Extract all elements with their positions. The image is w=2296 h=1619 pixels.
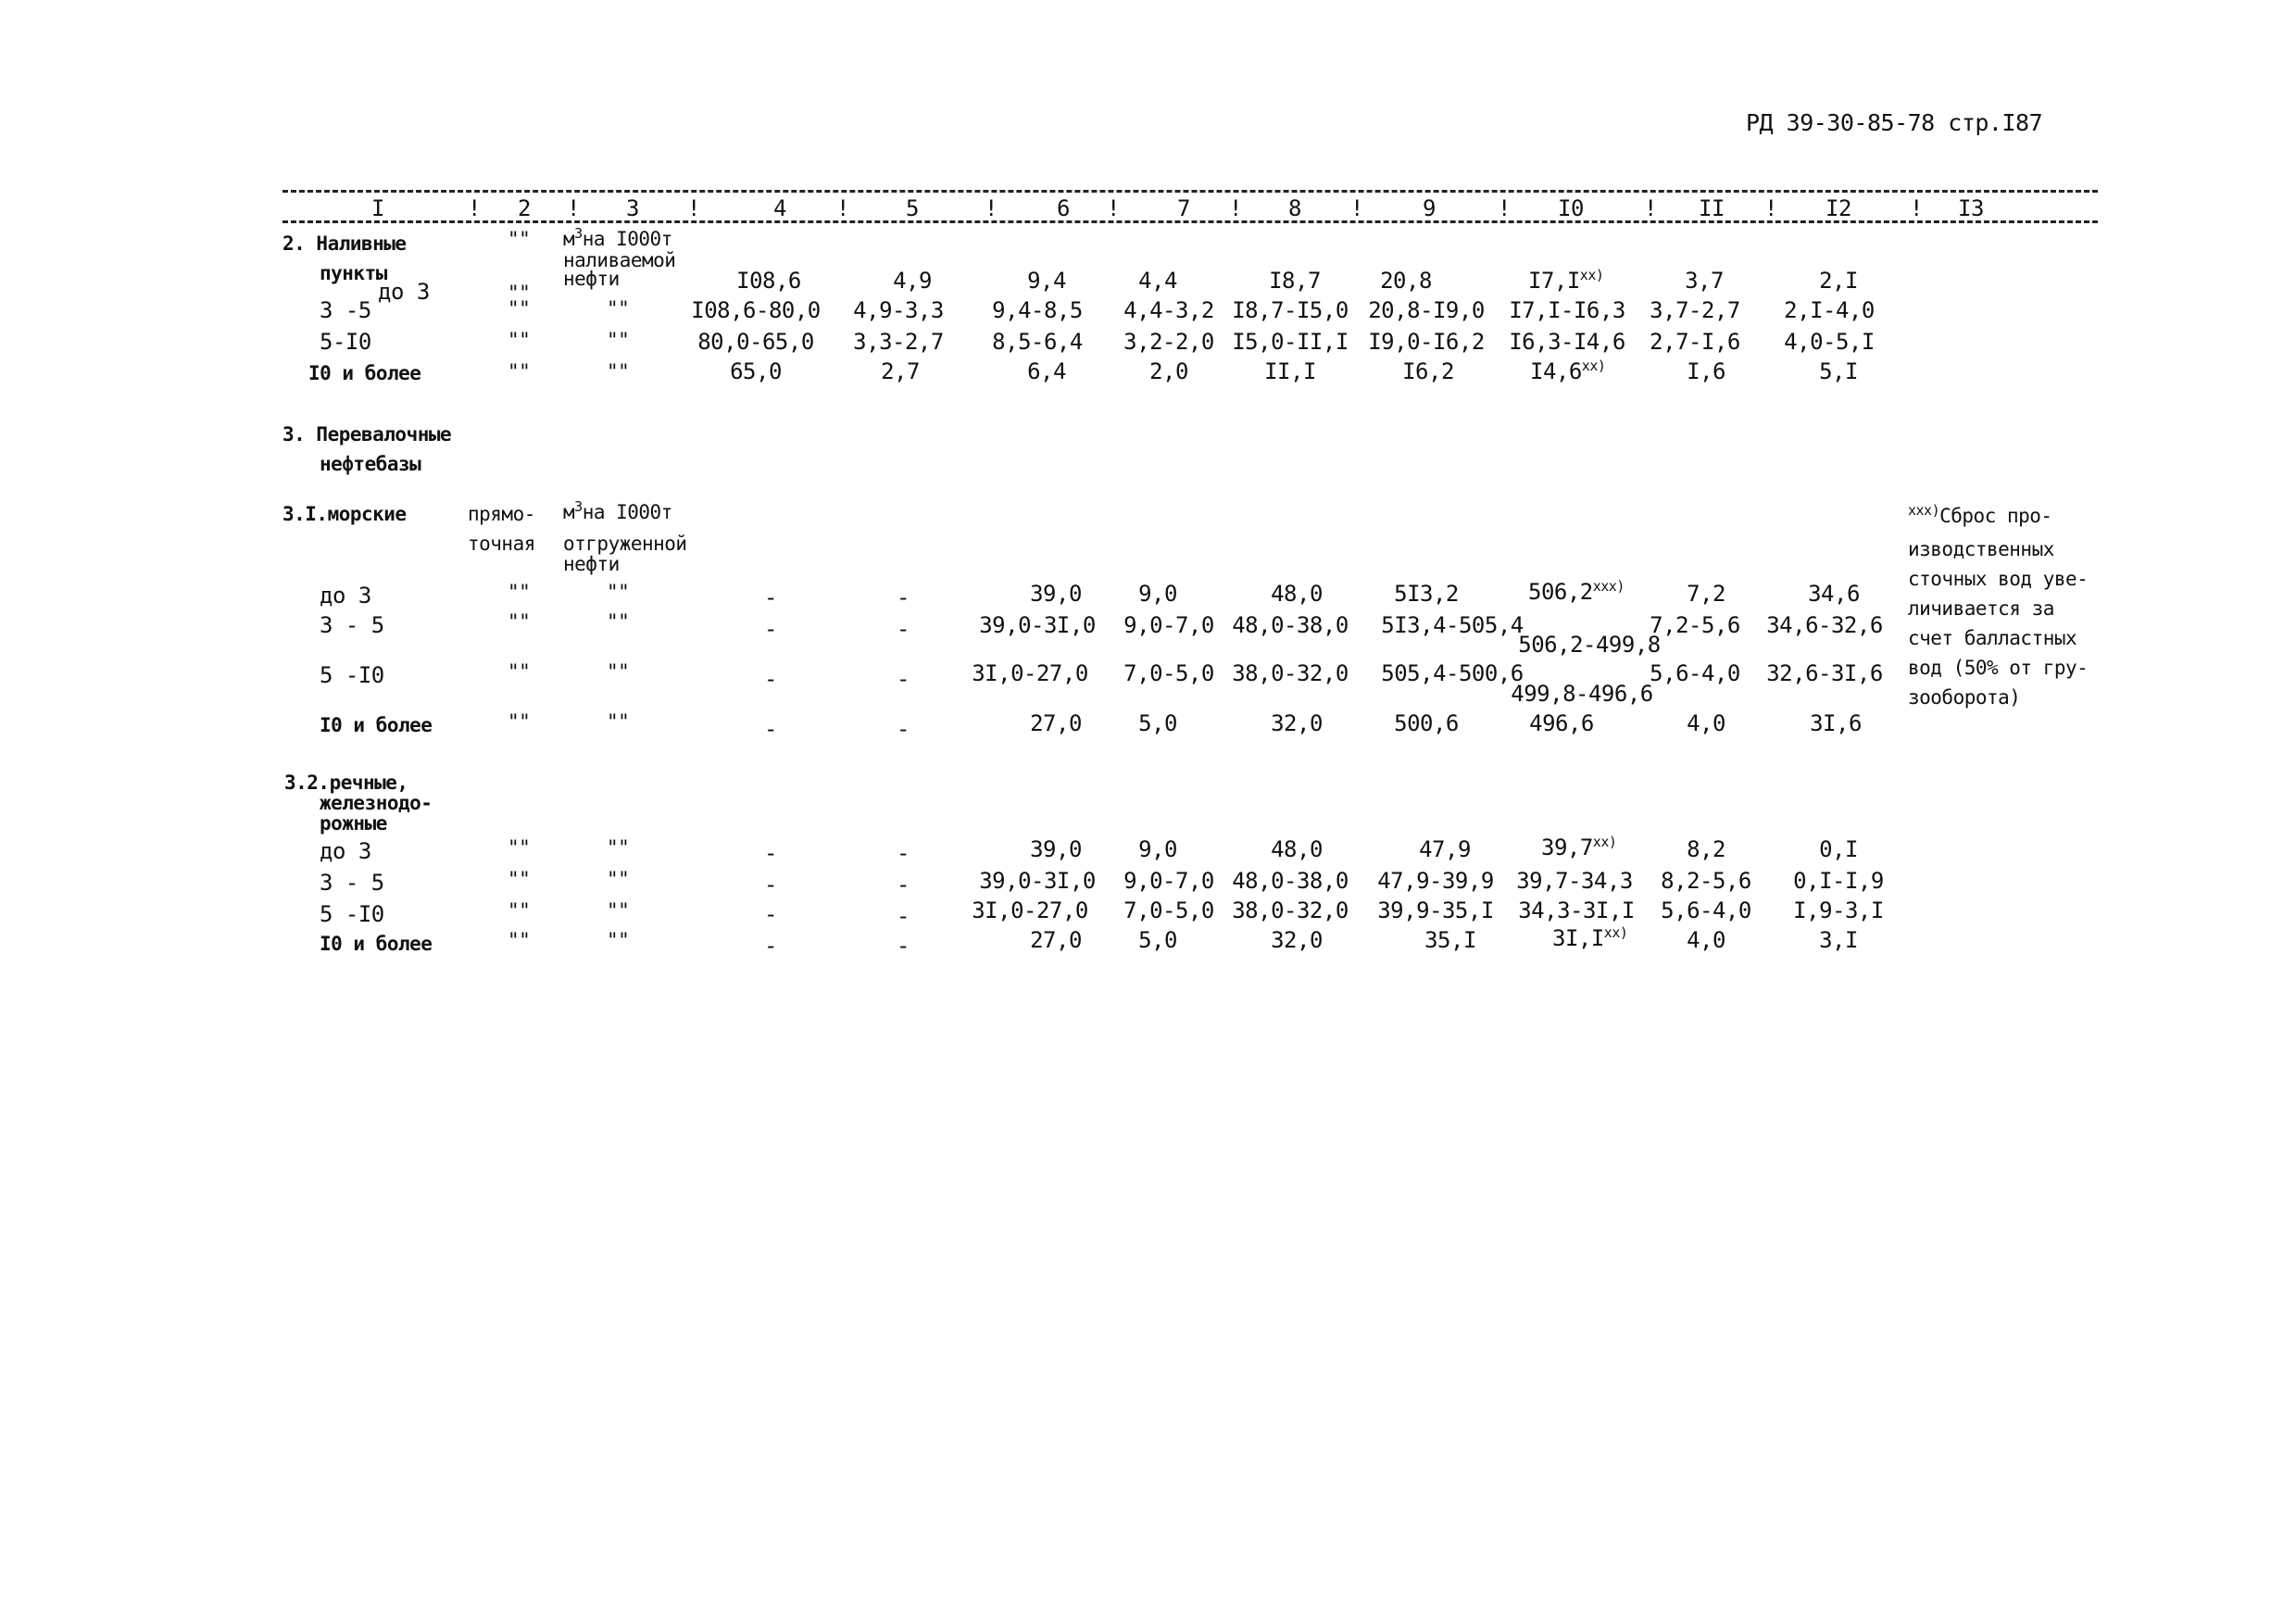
column-separator: ! — [836, 195, 849, 221]
cell-value: 4,9 — [893, 268, 932, 294]
cell-value: 6,4 — [1027, 358, 1066, 384]
cell-value: I7,I-I6,3 — [1509, 297, 1625, 323]
cell-value: - — [764, 584, 777, 610]
column-number: I3 — [1958, 195, 1984, 221]
flow-type: прямо- — [468, 503, 535, 525]
cell-value: 2,0 — [1149, 358, 1188, 384]
cell-value: 39,0-3I,0 — [979, 868, 1096, 894]
unit-label: нефти — [563, 268, 620, 290]
cell-value: $3I,I^{хх)}$ — [1552, 924, 1628, 951]
row-label: 5 -I0 — [320, 901, 384, 927]
column-separator: ! — [1910, 195, 1923, 221]
cell-value: 5,6-4,0 — [1661, 897, 1751, 923]
section-title: 3.2.речные, — [284, 772, 408, 794]
section-title: железнодо- — [320, 792, 433, 814]
row-label: 3 -5 — [320, 297, 371, 323]
column-number: 8 — [1288, 195, 1301, 221]
section-title: рожные — [320, 812, 387, 835]
cell-value: 48,0-38,0 — [1232, 868, 1349, 894]
column-number: 6 — [1057, 195, 1070, 221]
cell-value: - — [764, 901, 777, 927]
ditto-mark: "" — [508, 929, 531, 951]
cell-value: 20,8 — [1380, 268, 1432, 294]
cell-value: 5,0 — [1138, 927, 1177, 953]
footnote-line: сточных вод уве- — [1908, 568, 2089, 590]
cell-value: 27,0 — [1030, 710, 1082, 736]
cell-value: 8,2-5,6 — [1661, 868, 1751, 894]
column-number: I — [371, 195, 384, 221]
ditto-mark: "" — [508, 710, 531, 733]
row-label: I0 и более — [320, 714, 433, 736]
column-separator: ! — [687, 195, 700, 221]
column-number: 2 — [518, 195, 531, 221]
column-separator: ! — [985, 195, 997, 221]
cell-value: 48,0-38,0 — [1232, 612, 1349, 638]
cell-value: 3,2-2,0 — [1123, 329, 1214, 355]
cell-value: - — [897, 872, 910, 897]
footnote-line: личивается за — [1908, 597, 2054, 620]
section-title: 3. Перевалочные — [282, 423, 452, 446]
cell-value: - — [764, 616, 777, 642]
row-label: 5-I0 — [320, 329, 371, 355]
column-separator: ! — [1498, 195, 1511, 221]
cell-value: 32,6-3I,6 — [1766, 660, 1883, 686]
row-label: I0 и более — [308, 362, 421, 384]
cell-value: - — [764, 933, 777, 959]
cell-value: 2,7 — [881, 358, 920, 384]
row-label: 3 - 5 — [320, 870, 384, 896]
column-number: II — [1699, 195, 1725, 221]
cell-value: 9,0 — [1138, 581, 1177, 607]
column-number: 3 — [626, 195, 639, 221]
cell-value: I9,0-I6,2 — [1368, 329, 1485, 355]
flow-type: точная — [468, 533, 535, 555]
unit-label: наливаемой — [563, 249, 676, 271]
ditto-mark: "" — [607, 329, 630, 351]
column-separator: ! — [1350, 195, 1363, 221]
cell-value: 7,2-5,6 — [1650, 612, 1740, 638]
ditto-mark: "" — [607, 360, 630, 383]
column-separator: ! — [1764, 195, 1777, 221]
cell-value: $I4,6^{хх)}$ — [1530, 358, 1606, 384]
cell-value: 20,8-I9,0 — [1368, 297, 1485, 323]
cell-value: I08,6 — [736, 268, 801, 294]
cell-value: - — [897, 840, 910, 866]
footnote-line: изводственных — [1908, 538, 2054, 560]
footnote-line: $^{ххх)}$Сброс про- — [1908, 502, 2052, 527]
cell-value: 8,5-6,4 — [992, 329, 1083, 355]
column-number: 4 — [773, 195, 786, 221]
column-separator: ! — [468, 195, 481, 221]
cell-value: 3I,6 — [1810, 710, 1862, 736]
cell-value: 9,4-8,5 — [992, 297, 1083, 323]
ditto-mark: "" — [508, 282, 531, 304]
cell-value: 2,I-4,0 — [1784, 297, 1875, 323]
ditto-mark: "" — [508, 297, 531, 320]
column-number: 9 — [1423, 195, 1436, 221]
unit-label: отгруженной — [563, 533, 687, 555]
ditto-mark: "" — [508, 360, 531, 383]
cell-value: 3,7-2,7 — [1650, 297, 1740, 323]
ditto-mark: "" — [508, 581, 531, 603]
column-separator: ! — [1107, 195, 1120, 221]
ditto-mark: "" — [508, 610, 531, 633]
table-top-rule — [282, 190, 2098, 193]
cell-value: 5I3,2 — [1394, 581, 1459, 607]
cell-value: 3I,0-27,0 — [972, 897, 1088, 923]
cell-value: 4,0 — [1687, 710, 1725, 736]
cell-value: 39,9-35,I — [1377, 897, 1494, 923]
cell-value: 38,0-32,0 — [1232, 660, 1349, 686]
cell-value: 47,9-39,9 — [1377, 868, 1494, 894]
cell-value: 4,9-3,3 — [853, 297, 944, 323]
footnote-line: вод (50% от гру- — [1908, 657, 2089, 679]
cell-value: 39,0 — [1030, 581, 1082, 607]
cell-value: I,6 — [1687, 358, 1725, 384]
column-number: I2 — [1826, 195, 1851, 221]
cell-value: 0,I-I,9 — [1793, 868, 1884, 894]
cell-value: 80,0-65,0 — [697, 329, 814, 355]
cell-value: 5,0 — [1138, 710, 1177, 736]
cell-value: 8,2 — [1687, 836, 1725, 862]
cell-value: 34,3-3I,I — [1518, 897, 1635, 923]
column-separator: ! — [567, 195, 580, 221]
cell-value: 7,2 — [1687, 581, 1725, 607]
cell-value: 3,7 — [1685, 268, 1724, 294]
cell-value: II,I — [1264, 358, 1316, 384]
ditto-mark: "" — [607, 929, 630, 951]
cell-value: 4,0-5,I — [1784, 329, 1875, 355]
cell-value: 3,3-2,7 — [853, 329, 944, 355]
ditto-mark: "" — [508, 660, 531, 683]
row-label: до 3 — [320, 583, 371, 609]
cell-value: 5,I — [1819, 358, 1858, 384]
column-number: I0 — [1558, 195, 1584, 221]
cell-value: I8,7 — [1269, 268, 1321, 294]
cell-value: 7,0-5,0 — [1123, 897, 1214, 923]
cell-value: - — [897, 584, 910, 610]
ditto-mark: "" — [607, 710, 630, 733]
unit-label: $м^3на$ I000т — [563, 225, 672, 250]
footnote-line: зооборота) — [1908, 686, 2021, 709]
section-title: 3.I.морские — [282, 503, 407, 525]
ditto-mark: "" — [508, 836, 531, 859]
ditto-mark: "" — [607, 297, 630, 320]
cell-value: 506,2-499,8 — [1518, 632, 1661, 658]
cell-value: - — [897, 933, 910, 959]
cell-value: 34,6 — [1808, 581, 1860, 607]
ditto-mark: "" — [607, 868, 630, 890]
cell-value: 3,I — [1819, 927, 1858, 953]
cell-value: 32,0 — [1271, 710, 1323, 736]
cell-value: 9,0 — [1138, 836, 1177, 862]
ditto-mark: "" — [607, 610, 630, 633]
cell-value: 39,0-3I,0 — [979, 612, 1096, 638]
cell-value: 9,0-7,0 — [1123, 868, 1214, 894]
column-number: 5 — [906, 195, 919, 221]
cell-value: 34,6-32,6 — [1766, 612, 1883, 638]
row-label: 3 - 5 — [320, 612, 384, 638]
cell-value: 39,0 — [1030, 836, 1082, 862]
cell-value: 500,6 — [1394, 710, 1459, 736]
cell-value: $39,7^{хх)}$ — [1541, 834, 1617, 860]
cell-value: 9,4 — [1027, 268, 1066, 294]
cell-value: I,9-3,I — [1793, 897, 1884, 923]
cell-value: I8,7-I5,0 — [1232, 297, 1349, 323]
row-label: до 3 — [378, 279, 430, 305]
cell-value: 39,7-34,3 — [1516, 868, 1633, 894]
ditto-mark: "" — [607, 660, 630, 683]
ditto-mark: "" — [508, 329, 531, 351]
cell-value: 2,7-I,6 — [1650, 329, 1740, 355]
cell-value: 3I,0-27,0 — [972, 660, 1088, 686]
cell-value: 32,0 — [1271, 927, 1323, 953]
cell-value: I5,0-II,I — [1232, 329, 1349, 355]
page-header: РД 39-30-85-78 стр.I87 — [1746, 109, 2043, 136]
cell-value: I08,6-80,0 — [691, 297, 821, 323]
column-number: 7 — [1177, 195, 1190, 221]
ditto-mark: "" — [508, 868, 531, 890]
ditto-mark: "" — [508, 899, 531, 922]
ditto-mark: "" — [607, 836, 630, 859]
cell-value: 47,9 — [1419, 836, 1471, 862]
ditto-mark: "" — [607, 899, 630, 922]
cell-value: 4,4-3,2 — [1123, 297, 1214, 323]
ditto-mark: "" — [607, 581, 630, 603]
cell-value: - — [897, 903, 910, 929]
cell-value: 4,4 — [1138, 268, 1177, 294]
section-title: пункты — [320, 262, 387, 284]
cell-value: - — [764, 716, 777, 742]
cell-value: 35,I — [1424, 927, 1476, 953]
cell-value: 7,0-5,0 — [1123, 660, 1214, 686]
section-title: 2. Наливные — [282, 232, 407, 255]
cell-value: 505,4-500,6 — [1381, 660, 1524, 686]
cell-value: - — [764, 872, 777, 897]
cell-value: - — [897, 616, 910, 642]
cell-value: 2,I — [1819, 268, 1858, 294]
cell-value: 9,0-7,0 — [1123, 612, 1214, 638]
cell-value: 65,0 — [730, 358, 782, 384]
cell-value: 5,6-4,0 — [1650, 660, 1740, 686]
section-title: нефтебазы — [320, 453, 421, 475]
ditto-mark: "" — [508, 228, 531, 250]
cell-value: 0,I — [1819, 836, 1858, 862]
cell-value: 48,0 — [1271, 581, 1323, 607]
unit-label: $м^3на$ I000т — [563, 498, 672, 523]
cell-value: 27,0 — [1030, 927, 1082, 953]
column-separator: ! — [1644, 195, 1657, 221]
cell-value: I6,3-I4,6 — [1509, 329, 1625, 355]
cell-value: 499,8-496,6 — [1511, 681, 1653, 707]
cell-value: - — [764, 840, 777, 866]
cell-value: 38,0-32,0 — [1232, 897, 1349, 923]
cell-value: $506,2^{ххх)}$ — [1528, 578, 1625, 605]
cell-value: 496,6 — [1529, 710, 1594, 736]
row-label: I0 и более — [320, 933, 433, 955]
row-label: 5 -I0 — [320, 662, 384, 688]
cell-value: $I7,I^{хх)}$ — [1528, 267, 1604, 294]
cell-value: I6,2 — [1402, 358, 1454, 384]
cell-value: - — [897, 716, 910, 742]
row-label: до 3 — [320, 838, 371, 864]
footnote-line: счет балластных — [1908, 627, 2077, 649]
cell-value: - — [897, 666, 910, 692]
cell-value: 48,0 — [1271, 836, 1323, 862]
cell-value: 5I3,4-505,4 — [1381, 612, 1524, 638]
column-separator: ! — [1229, 195, 1242, 221]
cell-value: 4,0 — [1687, 927, 1725, 953]
cell-value: - — [764, 666, 777, 692]
unit-label: нефти — [563, 553, 620, 575]
